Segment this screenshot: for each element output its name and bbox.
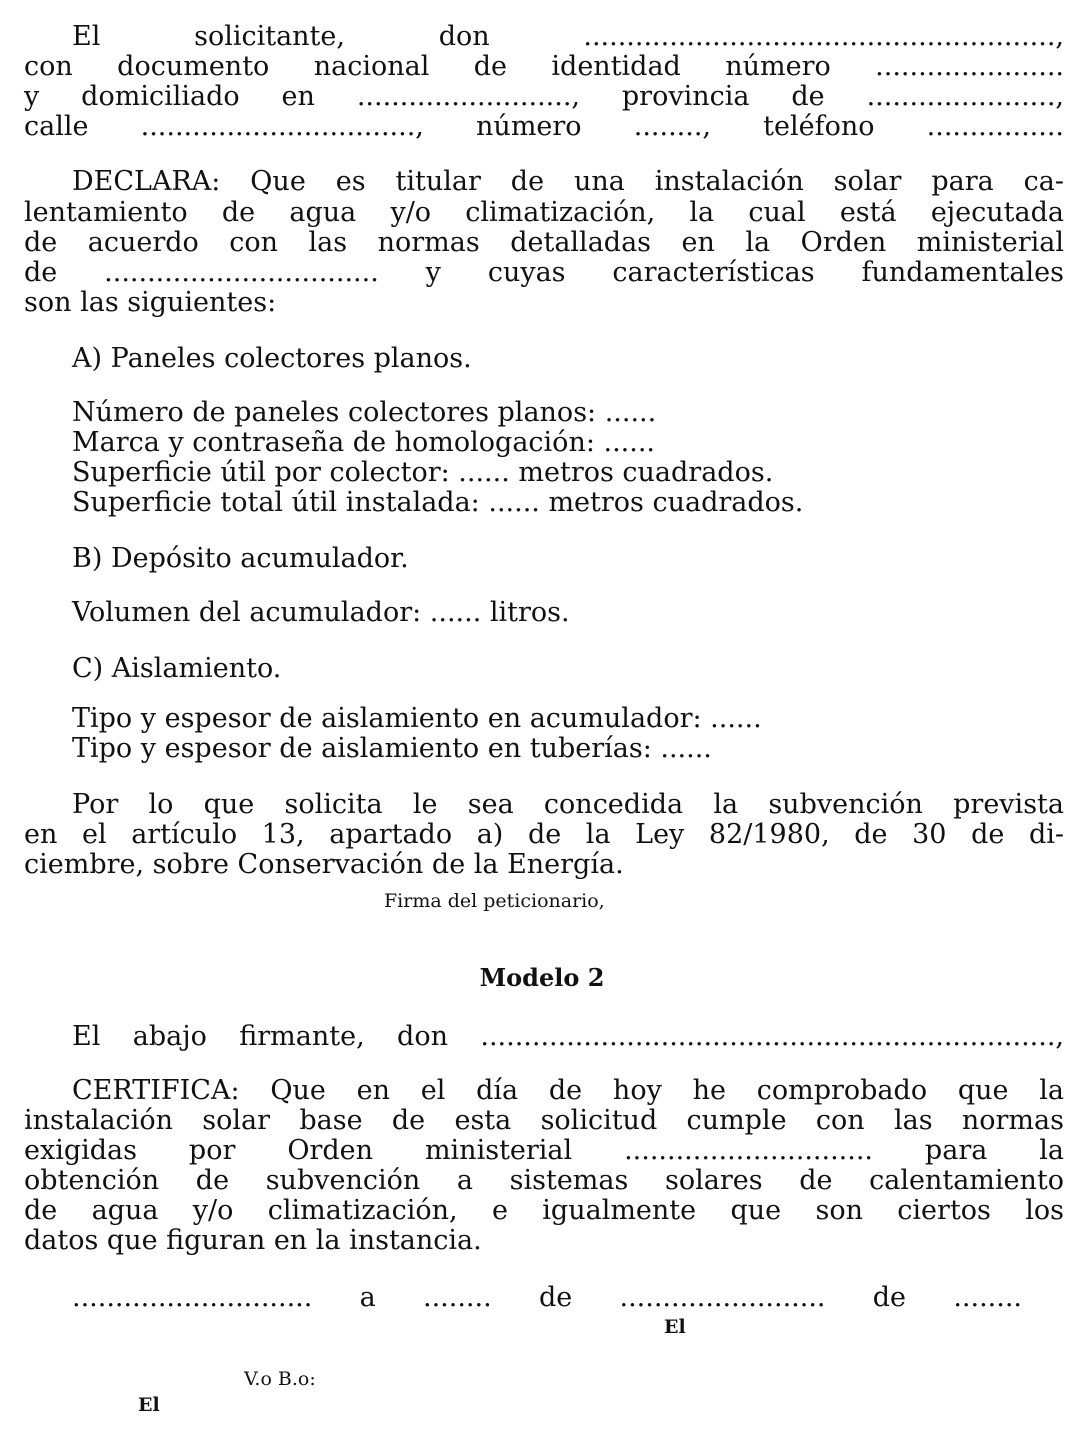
intro-line-4: calle ................................, número ........, teléfono ................	[24, 111, 1064, 142]
certifica-line-2: instalación solar base de esta solicitud cumple con las normas	[24, 1105, 1064, 1136]
certifica-line-6: datos que figuran en la instancia.	[24, 1225, 482, 1256]
date-place-line: ............................ a ........ de ........................ de ........	[72, 1282, 1022, 1313]
section-c-item-1: Tipo y espesor de aislamiento en acumulador: ......	[72, 703, 762, 734]
el-right-label: El	[664, 1316, 686, 1338]
section-b-item-1: Volumen del acumulador: ...... litros.	[72, 597, 570, 628]
el-left-label: El	[138, 1394, 160, 1416]
solicita-line-3: ciembre, sobre Conservación de la Energía.	[24, 849, 624, 880]
declara-line-2: lentamiento de agua y/o climatización, la cual está ejecutada	[24, 197, 1064, 228]
declara-line-5: son las siguientes:	[24, 287, 277, 318]
solicita-line-1: Por lo que solicita le sea concedida la subvención prevista	[72, 789, 1064, 820]
intro-line-1: El solicitante, don .......................................................,	[72, 21, 1064, 52]
solicita-line-2: en el artículo 13, apartado a) de la Ley 82/1980, de 30 de di-	[24, 819, 1064, 850]
section-a-item-4: Superficie total útil instalada: ...... metros cuadrados.	[72, 487, 804, 518]
declara-line-3: de acuerdo con las normas detalladas en la Orden ministerial	[24, 227, 1064, 258]
section-c-item-2: Tipo y espesor de aislamiento en tuberías: ......	[72, 733, 712, 764]
certifica-line-5: de agua y/o climatización, e igualmente que son ciertos los	[24, 1195, 1064, 1226]
modelo-2-heading: Modelo 2	[479, 963, 605, 992]
section-a-item-1: Número de paneles colectores planos: ......	[72, 397, 657, 428]
section-c-title: C) Aislamiento.	[72, 653, 282, 684]
section-a-item-3: Superficie útil por colector: ...... metros cuadrados.	[72, 457, 774, 488]
firma-peticionario: Firma del peticionario,	[384, 890, 605, 912]
section-b-title: B) Depósito acumulador.	[72, 543, 409, 574]
vo-bo-label: V.o B.o:	[244, 1368, 316, 1390]
intro-line-3: y domiciliado en ........................., provincia de ......................,	[24, 81, 1064, 112]
declara-line-4: de ................................ y cuyas características fundamentales	[24, 257, 1064, 288]
intro-line-2: con documento nacional de identidad número ......................	[24, 51, 1064, 82]
declara-line-1: DECLARA: Que es titular de una instalación solar para ca-	[72, 166, 1064, 197]
certifica-line-4: obtención de subvención a sistemas solares de calentamiento	[24, 1165, 1064, 1196]
section-a-item-2: Marca y contraseña de homologación: ......	[72, 427, 656, 458]
certifica-line-1: CERTIFICA: Que en el día de hoy he comprobado que la	[72, 1075, 1064, 1106]
section-a-title: A) Paneles colectores planos.	[72, 343, 472, 374]
modelo2-intro: El abajo firmante, don ...................................................................,	[72, 1021, 1064, 1052]
certifica-line-3: exigidas por Orden ministerial ............................. para la	[24, 1135, 1064, 1166]
